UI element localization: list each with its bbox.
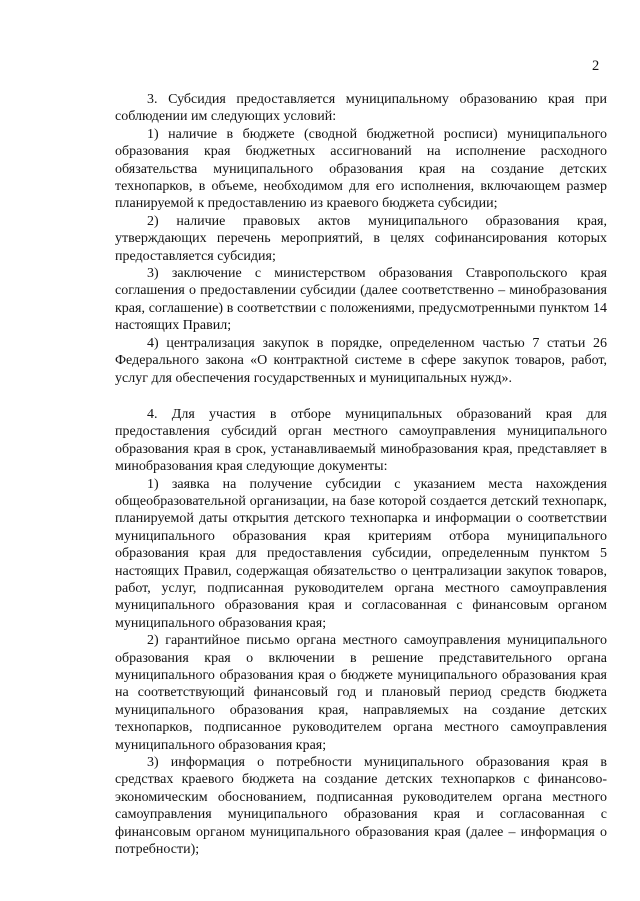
paragraph-3-subsidy-conditions: 3. Субсидия предоставляется муниципальному образованию края при соблюдении им следующих условий: xyxy=(115,92,607,125)
paragraph-4-documents: 4. Для участия в отборе муниципальных образований края для предоставления субсидий орган местного самоуправления муниципального образования края в срок, устанавливаемый минобразования края, представляет в минобразования края следующие документы: xyxy=(115,406,607,475)
document-body xyxy=(115,91,607,858)
paragraph-4-item-2: 2) гарантийное письмо органа местного самоуправления муниципального образования края о включении в решение представительного органа муниципального образования края о бюджете муниципального образования края на соответствующий финансовый год и плановый период средств бюджета муниципального образования края, направляемых на создание детских технопарков, подписанное руководителем органа местного самоуправления муниципального образования края; xyxy=(115,633,607,753)
paragraph-3-item-2: 2) наличие правовых актов муниципального образования края, утверждающих перечень мероприятий, в целях софинансирования которых предоставляется субсидия; xyxy=(115,213,607,264)
paragraph-3-item-1: 1) наличие в бюджете (сводной бюджетной росписи) муниципального образования края бюджетных ассигнований на исполнение расходного обязательства муниципального образования края на создание детских технопарков, в объеме, необходимом для его исполнения, включающем размер планируемой к предоставлению из краевого бюджета субсидии; xyxy=(115,126,607,212)
paragraph-4-item-1: 1) заявка на получение субсидии с указанием места нахождения общеобразовательной организации, на базе которой создается детский технопарк, планируемой даты открытия детского технопарка и информации о соответствии муниципального образования края критериям отбора муниципального образования края для предоставления субсидии, определенным пунктом 5 настоящих Правил, содержащая обязательство о централизации закупок товаров, работ, услуг, подписанная руководителем органа местного самоуправления муниципального образования края и согласованная с финансовым органом муниципального образования края; xyxy=(115,476,607,631)
page-number: 2 xyxy=(592,58,600,74)
paragraph-3-item-4: 4) централизация закупок в порядке, определенном частью 7 статьи 26 Федерального закона «О контрактной системе в сфере закупок товаров, работ, услуг для обеспечения государственных и муниципальных нужд». xyxy=(115,335,607,386)
paragraph-3-item-3: 3) заключение с министерством образования Ставропольского края соглашения о предоставлении субсидии (далее соответственно – минобразования края, соглашение) в соответствии с положениями, предусмотренными пунктом 14 настоящих Правил; xyxy=(115,266,607,334)
paragraph-4-item-3: 3) информация о потребности муниципального образования края в средствах краевого бюджета на создание детских технопарков с финансово-экономическим обоснованием, подписанная руководителем органа местного самоуправления муниципального образования края и согласованная с финансовым органом муниципального образования края (далее – информация о потребности); xyxy=(115,755,607,858)
